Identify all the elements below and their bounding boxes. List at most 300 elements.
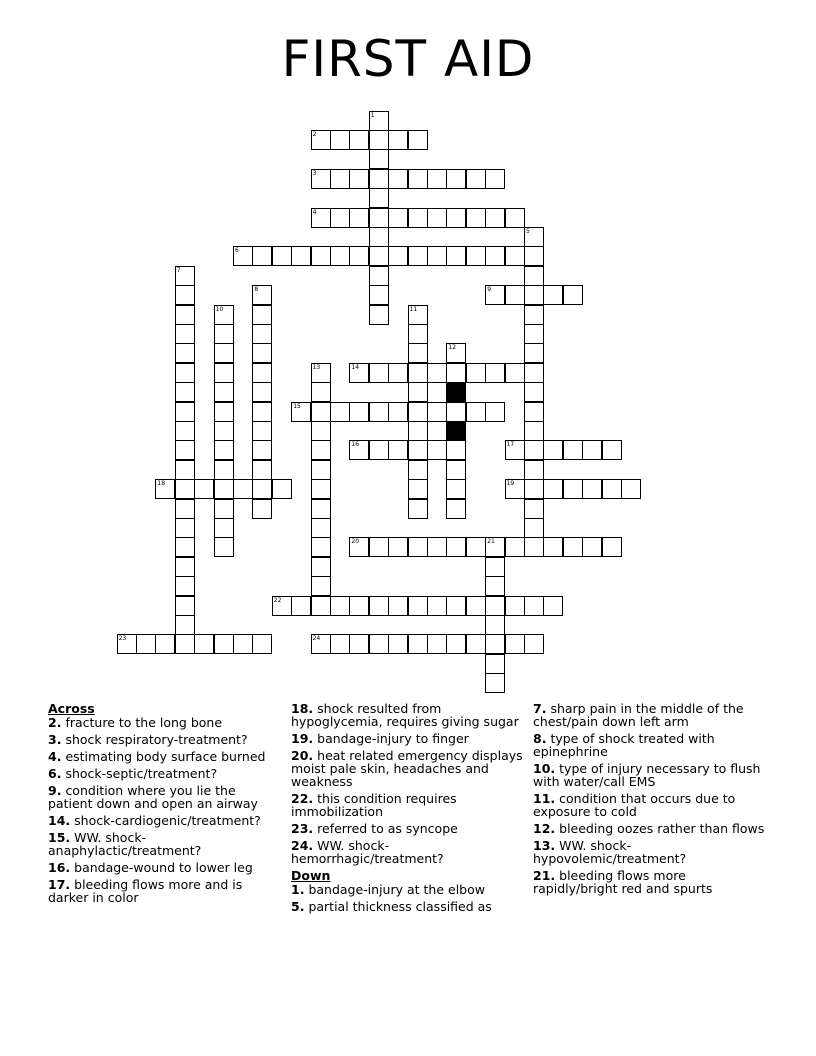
grid-cell[interactable] (524, 634, 544, 654)
grid-cell[interactable] (582, 537, 602, 557)
grid-cell[interactable] (485, 576, 505, 596)
grid-cell[interactable] (388, 440, 408, 460)
grid-cell[interactable] (311, 460, 331, 480)
clue-item (533, 822, 773, 835)
grid-cell[interactable] (272, 596, 292, 616)
grid-cell[interactable] (408, 343, 428, 363)
grid-cell[interactable] (582, 479, 602, 499)
grid-cell[interactable] (369, 402, 389, 422)
grid-cell[interactable] (349, 537, 369, 557)
grid-cell[interactable] (485, 673, 505, 693)
grid-cell[interactable] (311, 499, 331, 519)
clue-number: 16 (351, 441, 360, 449)
clue-item (48, 750, 280, 763)
grid-cell[interactable] (388, 634, 408, 654)
clue-item-number: 4. (48, 749, 62, 764)
grid-cell[interactable] (446, 634, 466, 654)
grid-cell[interactable] (485, 402, 505, 422)
grid-cell[interactable] (252, 246, 272, 266)
grid-cell[interactable] (175, 479, 195, 499)
grid-cell[interactable] (214, 499, 234, 519)
clue-item-number: 23. (291, 821, 314, 836)
grid-cell[interactable] (485, 596, 505, 616)
grid-cell[interactable] (446, 208, 466, 228)
grid-cell[interactable] (175, 363, 195, 383)
grid-cell[interactable] (505, 479, 525, 499)
grid-cell[interactable] (252, 440, 272, 460)
grid-cell[interactable] (524, 246, 544, 266)
clue-item (48, 733, 280, 746)
grid-cell[interactable] (349, 363, 369, 383)
grid-cell[interactable] (311, 634, 331, 654)
clue-item (48, 814, 280, 827)
grid-cell[interactable] (214, 343, 234, 363)
grid-cell[interactable] (563, 537, 583, 557)
grid-cell[interactable] (466, 537, 486, 557)
grid-cell[interactable] (388, 169, 408, 189)
clue-item (533, 762, 773, 788)
grid-cell[interactable] (446, 246, 466, 266)
grid-cell[interactable] (505, 596, 525, 616)
grid-cell[interactable] (524, 227, 544, 247)
grid-cell[interactable] (369, 634, 389, 654)
grid-cell[interactable] (602, 479, 622, 499)
grid-cell[interactable] (446, 402, 466, 422)
grid-cell[interactable] (408, 479, 428, 499)
grid-cell[interactable] (175, 382, 195, 402)
clue-number: 7 (176, 266, 181, 274)
clue-item-number: 10. (533, 761, 556, 776)
grid-cell[interactable] (311, 537, 331, 557)
grid-cell[interactable] (175, 615, 195, 635)
clue-item-text: fracture to the long bone (65, 715, 223, 730)
grid-cell[interactable] (175, 634, 195, 654)
grid-cell[interactable] (369, 246, 389, 266)
grid-cell[interactable] (175, 324, 195, 344)
clue-number: 8 (254, 286, 259, 294)
grid-cell[interactable] (408, 440, 428, 460)
clue-item-number: 5. (291, 899, 305, 914)
clue-number: 19 (506, 480, 515, 488)
clue-item-text: condition that occurs due to exposure to cold (533, 791, 736, 819)
grid-cell[interactable] (311, 596, 331, 616)
grid-cell[interactable] (349, 634, 369, 654)
clue-number: 4 (312, 208, 317, 216)
grid-cell[interactable] (446, 440, 466, 460)
grid-cell[interactable] (408, 402, 428, 422)
grid-cell[interactable] (252, 343, 272, 363)
clue-item-number: 20. (291, 748, 314, 763)
grid-cell[interactable] (252, 324, 272, 344)
clue-item-text: condition where you lie the patient down and open an airway (48, 783, 258, 811)
grid-cell[interactable] (175, 518, 195, 538)
grid-cell[interactable] (505, 440, 525, 460)
clue-item-text: referred to as syncope (317, 821, 458, 836)
grid-cell[interactable] (524, 343, 544, 363)
grid-cell[interactable] (543, 596, 563, 616)
clue-item-number: 2. (48, 715, 62, 730)
grid-cell[interactable] (427, 246, 447, 266)
grid-cell[interactable] (524, 537, 544, 557)
grid-cell[interactable] (388, 596, 408, 616)
grid-cell[interactable] (621, 479, 641, 499)
grid-cell[interactable] (446, 169, 466, 189)
down-clue-list-1 (291, 883, 526, 913)
grid-cell[interactable] (233, 479, 253, 499)
grid-cell[interactable] (252, 305, 272, 325)
grid-cell[interactable] (311, 402, 331, 422)
clue-item-number: 18. (291, 701, 314, 716)
grid-cell[interactable] (175, 460, 195, 480)
clue-item (533, 869, 773, 895)
grid-cell[interactable] (446, 479, 466, 499)
grid-cell[interactable] (427, 634, 447, 654)
clue-item-text: bleeding flows more and is darker in color (48, 877, 243, 905)
grid-cell[interactable] (214, 537, 234, 557)
grid-cell[interactable] (408, 537, 428, 557)
clue-item-text: sharp pain in the middle of the chest/pain down left arm (533, 701, 744, 729)
grid-cell[interactable] (214, 363, 234, 383)
grid-cell[interactable] (349, 246, 369, 266)
grid-cell[interactable] (194, 634, 214, 654)
grid-cell[interactable] (524, 266, 544, 286)
grid-cell[interactable] (214, 402, 234, 422)
grid-cell[interactable] (524, 460, 544, 480)
grid-cell[interactable] (291, 246, 311, 266)
grid-cell[interactable] (408, 246, 428, 266)
grid-cell[interactable] (408, 382, 428, 402)
grid-cell[interactable] (252, 402, 272, 422)
grid-cell[interactable] (311, 479, 331, 499)
clue-item-text: bandage-injury at the elbow (308, 882, 485, 897)
grid-cell[interactable] (369, 130, 389, 150)
grid-cell[interactable] (214, 421, 234, 441)
grid-cell[interactable] (466, 208, 486, 228)
grid-cell[interactable] (117, 634, 137, 654)
grid-cell[interactable] (388, 402, 408, 422)
grid-cell[interactable] (252, 460, 272, 480)
grid-cell[interactable] (175, 266, 195, 286)
grid-cell[interactable] (175, 402, 195, 422)
grid-cell[interactable] (505, 285, 525, 305)
grid-cell[interactable] (311, 363, 331, 383)
clue-item (48, 831, 280, 857)
grid-cell[interactable] (291, 402, 311, 422)
clue-number: 9 (487, 286, 492, 294)
grid-cell[interactable] (543, 537, 563, 557)
grid-cell[interactable] (369, 305, 389, 325)
grid-cell[interactable] (602, 537, 622, 557)
grid-cell[interactable] (369, 440, 389, 460)
grid-cell[interactable] (505, 246, 525, 266)
grid-cell[interactable] (311, 576, 331, 596)
grid-cell[interactable] (330, 246, 350, 266)
clue-item-number: 8. (533, 731, 547, 746)
grid-cell[interactable] (214, 479, 234, 499)
grid-cell[interactable] (427, 208, 447, 228)
clue-column-3 (533, 702, 773, 899)
grid-cell[interactable] (563, 285, 583, 305)
grid-cell[interactable] (446, 363, 466, 383)
grid-cell[interactable] (505, 537, 525, 557)
grid-cell[interactable] (272, 479, 292, 499)
grid-cell[interactable] (311, 130, 331, 150)
clue-item-number: 3. (48, 732, 62, 747)
grid-cell[interactable] (252, 634, 272, 654)
grid-cell[interactable] (291, 596, 311, 616)
grid-cell[interactable] (349, 440, 369, 460)
grid-cell[interactable] (214, 518, 234, 538)
clue-item-text: heat related emergency displays moist pale skin, headaches and weakness (291, 748, 523, 789)
grid-cell[interactable] (524, 440, 544, 460)
grid-cell[interactable] (485, 285, 505, 305)
grid-cell[interactable] (446, 537, 466, 557)
grid-cell[interactable] (524, 382, 544, 402)
grid-cell[interactable] (349, 208, 369, 228)
grid-cell[interactable] (311, 440, 331, 460)
grid-cell[interactable] (485, 537, 505, 557)
clue-item (291, 702, 526, 728)
grid-cell[interactable] (427, 537, 447, 557)
grid-cell[interactable] (543, 479, 563, 499)
grid-cell[interactable] (408, 324, 428, 344)
grid-cell[interactable] (330, 596, 350, 616)
grid-cell[interactable] (485, 169, 505, 189)
clue-item-number: 22. (291, 791, 314, 806)
clue-item (291, 883, 526, 896)
grid-cell[interactable] (252, 285, 272, 305)
clue-item-text: bandage-wound to lower leg (74, 860, 253, 875)
grid-cell[interactable] (485, 363, 505, 383)
clue-item-text: WW. shock-anaphylactic/treatment? (48, 830, 202, 858)
grid-cell[interactable] (543, 285, 563, 305)
grid-cell[interactable] (446, 343, 466, 363)
grid-cell[interactable] (524, 499, 544, 519)
grid-cell[interactable] (369, 208, 389, 228)
grid-cell[interactable] (408, 208, 428, 228)
grid-cell[interactable] (369, 149, 389, 169)
grid-cell[interactable] (388, 246, 408, 266)
grid-cell[interactable] (311, 246, 331, 266)
clue-item-text: bleeding oozes rather than flows (559, 821, 765, 836)
clue-item (48, 784, 280, 810)
grid-cell[interactable] (252, 499, 272, 519)
across-clue-list-2 (291, 702, 526, 865)
grid-cell[interactable] (194, 479, 214, 499)
grid-cell[interactable] (485, 557, 505, 577)
grid-cell[interactable] (252, 421, 272, 441)
grid-cell[interactable] (466, 634, 486, 654)
blocked-cell (446, 421, 466, 441)
grid-cell[interactable] (369, 227, 389, 247)
grid-cell[interactable] (524, 363, 544, 383)
grid-cell[interactable] (369, 169, 389, 189)
grid-cell[interactable] (349, 169, 369, 189)
grid-cell[interactable] (466, 169, 486, 189)
grid-cell[interactable] (155, 634, 175, 654)
grid-cell[interactable] (175, 440, 195, 460)
clue-item (533, 702, 773, 728)
clue-item-number: 1. (291, 882, 305, 897)
grid-cell[interactable] (233, 246, 253, 266)
grid-cell[interactable] (408, 169, 428, 189)
grid-cell[interactable] (505, 634, 525, 654)
grid-cell[interactable] (214, 460, 234, 480)
grid-cell[interactable] (602, 440, 622, 460)
grid-cell[interactable] (524, 596, 544, 616)
clue-item-text: shock-cardiogenic/treatment? (74, 813, 261, 828)
grid-cell[interactable] (252, 363, 272, 383)
grid-cell[interactable] (485, 615, 505, 635)
grid-cell[interactable] (311, 208, 331, 228)
across-heading: Across (48, 701, 95, 716)
grid-cell[interactable] (369, 188, 389, 208)
grid-cell[interactable] (311, 382, 331, 402)
grid-cell[interactable] (311, 557, 331, 577)
down-heading: Down (291, 868, 331, 883)
grid-cell[interactable] (427, 440, 447, 460)
grid-cell[interactable] (563, 440, 583, 460)
grid-cell[interactable] (427, 363, 447, 383)
grid-cell[interactable] (388, 537, 408, 557)
grid-cell[interactable] (388, 130, 408, 150)
clue-item (291, 792, 526, 818)
grid-cell[interactable] (330, 208, 350, 228)
grid-cell[interactable] (214, 305, 234, 325)
grid-cell[interactable] (505, 363, 525, 383)
grid-cell[interactable] (252, 382, 272, 402)
grid-cell[interactable] (175, 576, 195, 596)
grid-cell[interactable] (563, 479, 583, 499)
clue-item (533, 792, 773, 818)
clue-item-text: WW. shock-hypovolemic/treatment? (533, 838, 687, 866)
clue-item (48, 767, 280, 780)
grid-cell[interactable] (543, 440, 563, 460)
grid-cell[interactable] (369, 596, 389, 616)
grid-cell[interactable] (524, 285, 544, 305)
grid-cell[interactable] (175, 499, 195, 519)
grid-cell[interactable] (524, 402, 544, 422)
grid-cell[interactable] (408, 363, 428, 383)
clue-item-text: WW. shock-hemorrhagic/treatment? (291, 838, 444, 866)
grid-cell[interactable] (136, 634, 156, 654)
grid-cell[interactable] (408, 460, 428, 480)
grid-cell[interactable] (311, 421, 331, 441)
grid-cell[interactable] (311, 169, 331, 189)
grid-cell[interactable] (446, 460, 466, 480)
grid-cell[interactable] (369, 111, 389, 131)
grid-cell[interactable] (175, 557, 195, 577)
grid-cell[interactable] (427, 402, 447, 422)
grid-cell[interactable] (408, 499, 428, 519)
grid-cell[interactable] (408, 634, 428, 654)
grid-cell[interactable] (466, 402, 486, 422)
grid-cell[interactable] (505, 208, 525, 228)
grid-cell[interactable] (252, 479, 272, 499)
grid-cell[interactable] (214, 440, 234, 460)
grid-cell[interactable] (272, 246, 292, 266)
grid-cell[interactable] (408, 596, 428, 616)
grid-cell[interactable] (349, 402, 369, 422)
clue-item-number: 17. (48, 877, 71, 892)
grid-cell[interactable] (485, 208, 505, 228)
clue-number: 14 (351, 363, 360, 371)
clue-item-number: 12. (533, 821, 556, 836)
clue-item-number: 15. (48, 830, 71, 845)
grid-cell[interactable] (466, 246, 486, 266)
grid-cell[interactable] (466, 596, 486, 616)
clue-number: 12 (448, 344, 457, 352)
grid-cell[interactable] (524, 324, 544, 344)
grid-cell[interactable] (427, 169, 447, 189)
clue-number: 18 (157, 480, 166, 488)
clue-number: 21 (487, 538, 495, 546)
grid-cell[interactable] (349, 130, 369, 150)
grid-cell[interactable] (408, 421, 428, 441)
grid-cell[interactable] (233, 634, 253, 654)
grid-cell[interactable] (524, 479, 544, 499)
grid-cell[interactable] (485, 634, 505, 654)
grid-cell[interactable] (330, 169, 350, 189)
clue-item-number: 16. (48, 860, 71, 875)
grid-cell[interactable] (388, 208, 408, 228)
grid-cell[interactable] (349, 596, 369, 616)
grid-cell[interactable] (369, 537, 389, 557)
grid-cell[interactable] (214, 324, 234, 344)
grid-cell[interactable] (330, 402, 350, 422)
clue-item (291, 900, 526, 913)
grid-cell[interactable] (214, 634, 234, 654)
grid-cell[interactable] (369, 266, 389, 286)
grid-cell[interactable] (175, 285, 195, 305)
grid-cell[interactable] (311, 518, 331, 538)
grid-cell[interactable] (485, 246, 505, 266)
grid-cell[interactable] (175, 596, 195, 616)
clue-item-number: 7. (533, 701, 547, 716)
clue-number: 23 (118, 635, 127, 643)
clue-number: 11 (409, 305, 418, 313)
clue-item-text: estimating body surface burned (65, 749, 266, 764)
grid-cell[interactable] (175, 343, 195, 363)
grid-cell[interactable] (524, 421, 544, 441)
grid-cell[interactable] (330, 130, 350, 150)
clue-item-text: shock resulted from hypoglycemia, requires giving sugar (291, 701, 519, 729)
grid-cell[interactable] (214, 382, 234, 402)
grid-cell[interactable] (369, 363, 389, 383)
grid-cell[interactable] (175, 305, 195, 325)
clue-number: 10 (215, 305, 224, 313)
grid-cell[interactable] (524, 518, 544, 538)
grid-cell[interactable] (175, 537, 195, 557)
grid-cell[interactable] (330, 634, 350, 654)
grid-cell[interactable] (427, 596, 447, 616)
grid-cell[interactable] (408, 305, 428, 325)
grid-cell[interactable] (466, 363, 486, 383)
grid-cell[interactable] (369, 285, 389, 305)
grid-cell[interactable] (388, 363, 408, 383)
grid-cell[interactable] (446, 499, 466, 519)
grid-cell[interactable] (582, 440, 602, 460)
clue-item-text: this condition requires immobilization (291, 791, 457, 819)
grid-cell[interactable] (408, 130, 428, 150)
grid-cell[interactable] (155, 479, 175, 499)
grid-cell[interactable] (524, 305, 544, 325)
clue-number: 2 (312, 131, 317, 138)
grid-cell[interactable] (446, 596, 466, 616)
grid-cell[interactable] (175, 421, 195, 441)
grid-cell[interactable] (485, 654, 505, 674)
clue-item-number: 6. (48, 766, 62, 781)
